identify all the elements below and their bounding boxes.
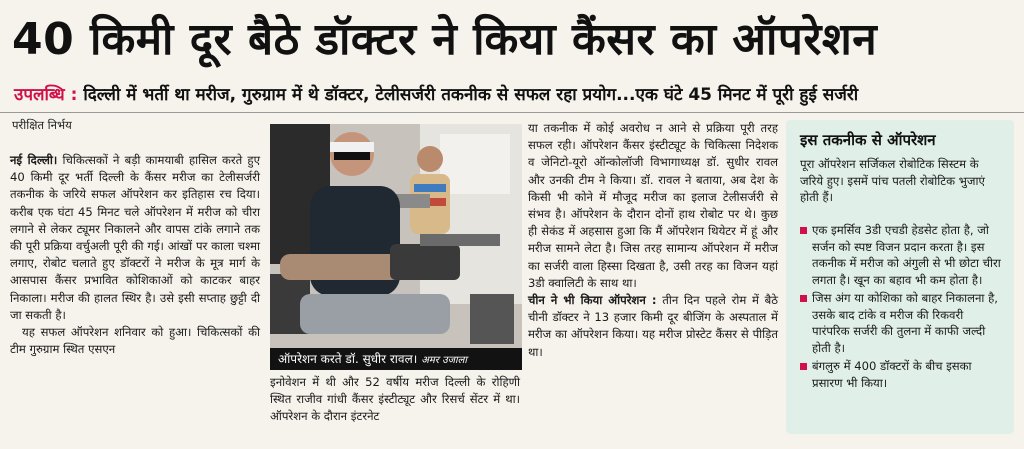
- photo-caption: [270, 348, 522, 370]
- paragraph-5-text: तीन दिन पहले रोम में बैठे चीनी डॉक्टर ने 13 हजार किमी दूर बीजिंग के अस्पताल में मरीज का ऑपरेशन किया। यह मरीज प्रोस्टेट कैंसर से पीड़ित था।: [528, 293, 778, 359]
- subheadline: [14, 82, 1014, 108]
- paragraph-2: यह सफल ऑपरेशन शनिवार को हुआ। चिकित्सकों की टीम गुरुग्राम स्थित एसएन: [10, 325, 260, 357]
- photo-image: [270, 124, 522, 370]
- sidebar-bullet: जिस अंग या कोशिका को बाहर निकालना है, उसके बाद टांके व मरीज की रिकवरी पारंपरिक सर्जरी की तुलना में काफी जल्दी होती है।: [800, 290, 1004, 356]
- sidebar-title: इस तकनीक से ऑपरेशन: [800, 131, 936, 149]
- byline: परीक्षित निर्भय: [12, 118, 72, 132]
- caption-text: ऑपरेशन करते डॉ. सुधीर रावल।: [278, 352, 418, 366]
- article-column-2: [270, 374, 520, 426]
- paragraph-5: [528, 292, 778, 361]
- sidebar-bullets: [800, 222, 1004, 393]
- paragraph-4: या तकनीक में कोई अवरोध न आने से प्रक्रिया पूरी तरह सफल रही। ऑपरेशन कैंसर इंस्टीट्यूट के चिकित्सा निदेशक व जेनिटो-यूरो ऑन्कोलॉजी विभागाध्यक्ष डॉ. सुधीर रावल और उनकी टीम ने किया। डॉ. रावल ने बताया, अब देश के किसी भी कोने में मौजूद मरीज का इलाज टेलीसर्जरी से संभव है। ऑपरेशन के दौरान दोनों हाथ रोबोट पर थे। कुछ ही सेकंड में अहसास हुआ कि मैं ऑपरेशन थियेटर में हूं और मरीज सामने लेटा है। जिस तरह सामान्य ऑपरेशन में मरीज का सर्जरी वाला हिस्सा दिखता है, उसी तरह का विजन यहां 3डी क्वालिटी के साथ था।: [528, 121, 778, 290]
- dateline: नई दिल्ली।: [10, 153, 58, 167]
- article-column-3: [528, 120, 778, 361]
- sidebar-bullet: एक इमर्सिव 3डी एचडी हेडसेट होता है, जो सर्जन को स्पष्ट विजन प्रदान करता है। इस तकनीक में मरीज को अंगुली से भी छोटा चीरा लगता है। खून का बहाव भी कम होता है।: [800, 222, 1004, 288]
- article-column-1: [10, 152, 260, 358]
- photo-credit: अमर उजाला: [421, 355, 468, 366]
- sidebar-box: [786, 120, 1014, 434]
- divider: [0, 112, 1024, 113]
- paragraph-1: [10, 152, 260, 324]
- subheadline-tag: उपलब्धि :: [14, 85, 78, 105]
- paragraph-3: इनोवेशन में थी और 52 वर्षीय मरीज दिल्ली के रोहिणी स्थित राजीव गांधी कैंसर इंस्टीट्यूट और रिसर्च सेंटर में था। ऑपरेशन के दौरान इंटरनेट: [270, 375, 520, 424]
- sidebar-intro: पूरा ऑपरेशन सर्जिकल रोबोटिक सिस्टम के जरिये हुए। इसमें पांच पतली रोबोटिक भुजाएं होती हैं।: [800, 157, 985, 204]
- china-subheading: चीन ने भी किया ऑपरेशन :: [528, 293, 657, 308]
- sidebar-bullet: बंगलुरु में 400 डॉक्टरों के बीच इसका प्रसारण भी किया।: [800, 358, 1004, 391]
- headline: 40 किमी दूर बैठे डॉक्टर ने किया कैंसर का ऑपरेशन: [12, 14, 878, 65]
- paragraph-1-text: चिकित्सकों ने बड़ी कामयाबी हासिल करते हुए 40 किमी दूर भर्ती दिल्ली के कैंसर मरीज का टेलीसर्जरी तकनीक के जरिये सफल ऑपरेशन कर इतिहास रच दिया। करीब एक घंटा 45 मिनट चले ऑपरेशन में मरीज को चीरा लगाने से लेकर ट्यूमर निकालने और वापस टांके लगाने तक की पूरी प्रक्रिया वर्चुअली पूरी की गई। आंखों पर काला चश्मा लगाए, रोबोट चलाते हुए डॉक्टरों ने मरीज के मूत्र मार्ग के आसपास कैंसर प्रभावित कोशिकाओं को काटकर बाहर निकाला। मरीज की हालत स्थिर है। उसे इसी सप्ताह छुट्टी दी जा सकती है।: [10, 153, 261, 322]
- subheadline-text: दिल्ली में भर्ती था मरीज, गुरुग्राम में थे डॉक्टर, टेलीसर्जरी तकनीक से सफल रहा प्रयोग...एक घंटे 45 मिनट में पूरी हुई सर्जरी: [77, 85, 859, 105]
- article-photo: [270, 124, 522, 370]
